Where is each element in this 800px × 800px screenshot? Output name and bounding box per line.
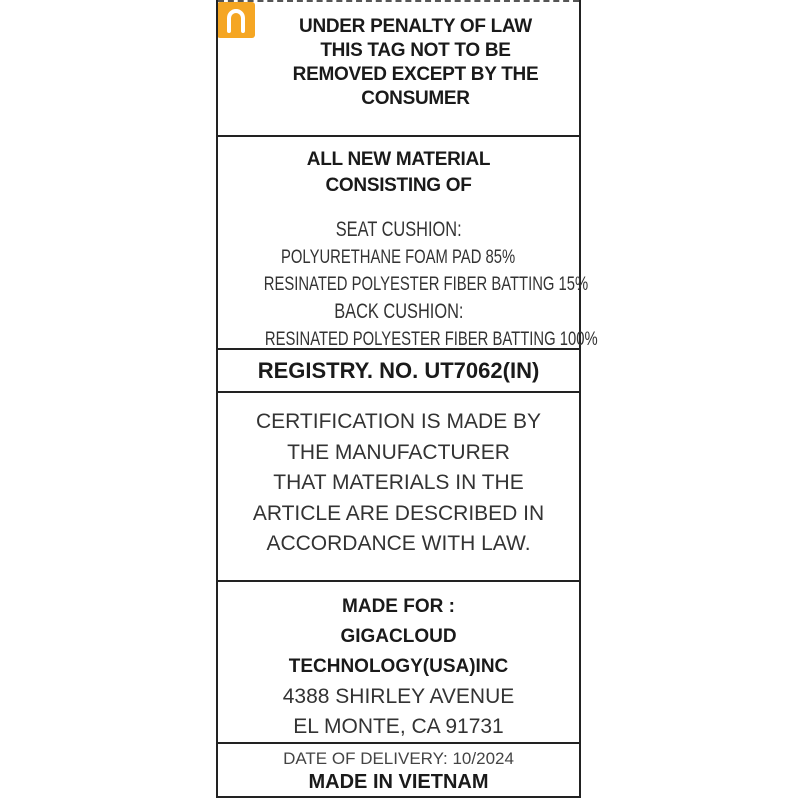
certification-line: CERTIFICATION IS MADE BY (255, 410, 542, 433)
warning-line: UNDER PENALTY OF LAW (299, 16, 532, 37)
composition-list (218, 217, 598, 354)
composition-item: RESINATED POLYESTER FIBER BATTING 100% (264, 329, 598, 350)
composition-item: POLYURETHANE FOAM PAD 85% (281, 247, 516, 268)
certification-section (218, 393, 579, 582)
registry-section (218, 350, 579, 393)
made-for-section (218, 582, 579, 744)
warning-line: THIS TAG NOT TO BE (320, 40, 511, 61)
delivery-date: DATE OF DELIVERY: 10/2024 (283, 749, 514, 768)
material-section (218, 137, 598, 350)
made-for-label: MADE FOR : (342, 596, 455, 617)
footer-section (218, 744, 579, 796)
address-line: 4388 SHIRLEY AVENUE (282, 685, 515, 708)
certification-line: ACCORDANCE WITH LAW. (266, 532, 531, 555)
composition-item: RESINATED POLYESTER FIBER BATTING 15% (263, 274, 589, 295)
material-heading: ALL NEW MATERIAL (306, 149, 491, 170)
warning-line: REMOVED EXCEPT BY THE (292, 64, 539, 85)
registry-number: REGISTRY. NO. UT7062(IN) (257, 358, 540, 383)
certification-line: THAT MATERIALS IN THE (273, 471, 524, 494)
material-heading: CONSISTING OF (325, 175, 472, 196)
certification-line: THE MANUFACTURER (287, 440, 510, 464)
address-line: EL MONTE, CA 91731 (293, 715, 504, 738)
company-name: GIGACLOUD (340, 626, 457, 647)
back-cushion-label: BACK CUSHION: (333, 300, 464, 323)
country-of-origin: MADE IN VIETNAM (308, 771, 489, 793)
company-name: TECHNOLOGY(USA)INC (288, 656, 509, 677)
law-tag (216, 0, 598, 798)
seat-cushion-label: SEAT CUSHION: (335, 218, 462, 241)
certification-line: ARTICLE ARE DESCRIBED IN (252, 501, 545, 525)
warning-line: CONSUMER (361, 88, 470, 109)
warning-section (218, 0, 579, 137)
